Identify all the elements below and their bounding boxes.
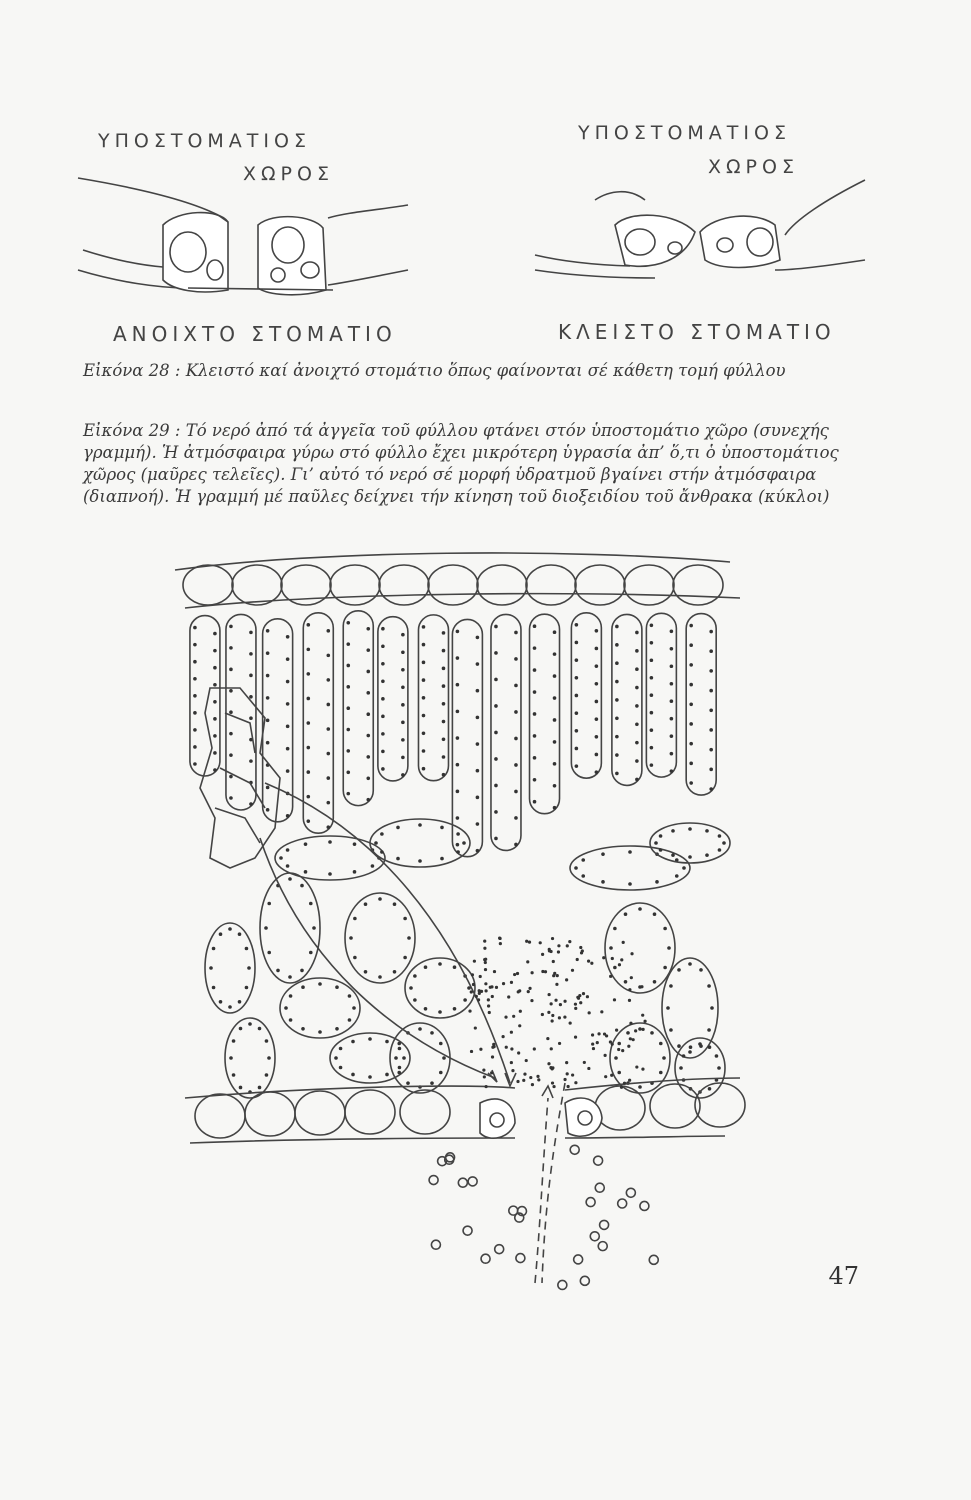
figure-28-caption-line: Εἰκόνα 28 : Κλειστό καί ἀνοιχτό στομάτιο ὅπως φαίνονται σέ κάθετη τομή φύλλου: [83, 361, 786, 380]
palisade-cell: [263, 619, 293, 822]
co2-circle: [516, 1254, 525, 1263]
spongy-cell: [370, 819, 470, 867]
epidermis-cell: [345, 1090, 395, 1134]
guard-cells: [480, 1098, 602, 1138]
spongy-cell: [205, 923, 255, 1013]
epidermis-cell: [624, 565, 674, 605]
epidermis-cell: [650, 1084, 700, 1128]
co2-circle: [618, 1199, 627, 1208]
spongy-cell: [650, 823, 730, 863]
co2-circle: [558, 1280, 567, 1289]
palisade-cell: [190, 616, 220, 776]
palisade-cell: [491, 614, 521, 850]
epidermis-cell: [195, 1094, 245, 1138]
co2-circle: [429, 1176, 438, 1185]
substomatal-space-label-left-bottom: ΧΩΡΟΣ: [243, 163, 334, 185]
substomatal-space-label-left-top: ΥΠΟΣΤΟΜΑΤΙΟΣ: [98, 130, 311, 152]
co2-circle: [594, 1156, 603, 1165]
co2-circle: [590, 1232, 599, 1241]
spongy-cell: [225, 1018, 275, 1098]
palisade-cell: [571, 613, 601, 778]
co2-circle: [600, 1220, 609, 1229]
epidermis-cell: [673, 565, 723, 605]
figure-29-caption: [83, 420, 839, 508]
spongy-cell: [260, 873, 320, 983]
upper-epidermis: [175, 553, 740, 608]
figure-29-caption-line-1: Εἰκόνα 29 : Τό νερό ἀπό τά ἀγγεῖα τοῦ φύλλου φτάνει στόν ὑποστομάτιο χῶρο (συνεχής: [83, 421, 829, 440]
palisade-cell: [452, 619, 482, 856]
spongy-cell: [570, 846, 690, 890]
page-number: 47: [828, 1262, 859, 1290]
co2-circle: [468, 1177, 477, 1186]
upper-epidermis-cells: [183, 565, 723, 605]
epidermis-cell: [330, 565, 380, 605]
closed-stoma-caption: ΚΛΕΙΣΤΟ ΣΤΟΜΑΤΙΟ: [558, 320, 836, 344]
epidermis-cell: [695, 1083, 745, 1127]
spongy-cell: [405, 958, 475, 1018]
epidermis-cell: [232, 565, 282, 605]
open-stoma-illustration: [78, 170, 408, 320]
co2-circle: [586, 1198, 595, 1207]
palisade-cell: [343, 611, 373, 806]
carbon-dioxide-dashed-path: [535, 1083, 565, 1283]
palisade-cell: [378, 617, 408, 781]
co2-circle: [458, 1178, 467, 1187]
epidermis-cell: [477, 565, 527, 605]
co2-circle: [580, 1276, 589, 1285]
co2-circle: [570, 1145, 579, 1154]
co2-circle: [649, 1255, 658, 1264]
co2-circle: [626, 1188, 635, 1197]
spongy-cell: [662, 958, 718, 1058]
palisade-cell: [530, 614, 560, 814]
palisade-cell: [646, 613, 676, 777]
palisade-cells: [190, 611, 716, 857]
palisade-cell: [303, 613, 333, 833]
epidermis-cell: [245, 1092, 295, 1136]
co2-circle: [431, 1240, 440, 1249]
epidermis-cell: [379, 565, 429, 605]
epidermis-cell: [575, 565, 625, 605]
co2-circle: [595, 1183, 604, 1192]
leaf-vein: [200, 688, 280, 868]
spongy-cell: [330, 1033, 410, 1083]
epidermis-cell: [295, 1091, 345, 1135]
palisade-cell: [418, 615, 448, 781]
substomatal-space-label-right-bottom: ΧΩΡΟΣ: [708, 156, 799, 178]
co2-circle: [640, 1201, 649, 1210]
closed-stoma-illustration: [535, 170, 865, 300]
co2-circle: [481, 1254, 490, 1263]
figure-29-caption-line-2: γραμμή). Ἡ ἀτμόσφαιρα γύρω στό φύλλο ἔχει μικρότερη ὑγρασία ἀπ’ ὅ,τι ὁ ὑποστομάτιος: [83, 443, 839, 462]
co2-circle: [574, 1255, 583, 1264]
spongy-cell: [390, 1023, 450, 1093]
figure-29-caption-line-3: χῶρος (μαῦρες τελεῖες). Γι’ αὐτό τό νερό σέ μορφή ὑδρατμοῦ βγαίνει στήν ἀτμόσφαιρα: [83, 465, 817, 484]
spongy-cell: [280, 978, 360, 1038]
open-stoma-caption: ΑΝΟΙΧΤΟ ΣΤΟΜΑΤΙΟ: [113, 322, 397, 346]
substomatal-space-label-right-top: ΥΠΟΣΤΟΜΑΤΙΟΣ: [578, 122, 791, 144]
epidermis-cell: [400, 1090, 450, 1134]
epidermis-cell: [595, 1086, 645, 1130]
co2-circle: [509, 1206, 518, 1215]
spongy-cell: [345, 893, 415, 983]
epidermis-cell: [428, 565, 478, 605]
figure-28-caption: [83, 360, 786, 382]
palisade-cell: [686, 614, 716, 796]
epidermis-cell: [183, 565, 233, 605]
spongy-mesophyll-cells: [205, 819, 730, 1098]
water-vapor-dots: [468, 937, 646, 1089]
leaf-cross-section-illustration: [170, 538, 750, 1298]
spongy-cell: [605, 903, 675, 993]
co2-circle: [495, 1245, 504, 1254]
palisade-cell: [226, 614, 256, 810]
epidermis-cell: [526, 565, 576, 605]
palisade-cell: [612, 614, 642, 785]
co2-circle: [463, 1226, 472, 1235]
co2-circle: [598, 1242, 607, 1251]
figure-29-caption-line-4: (διαπνοή). Ἡ γραμμή μέ παῦλες δείχνει τήν κίνηση τοῦ διοξειδίου τοῦ ἄνθρακα (κύκλοι): [83, 487, 830, 506]
